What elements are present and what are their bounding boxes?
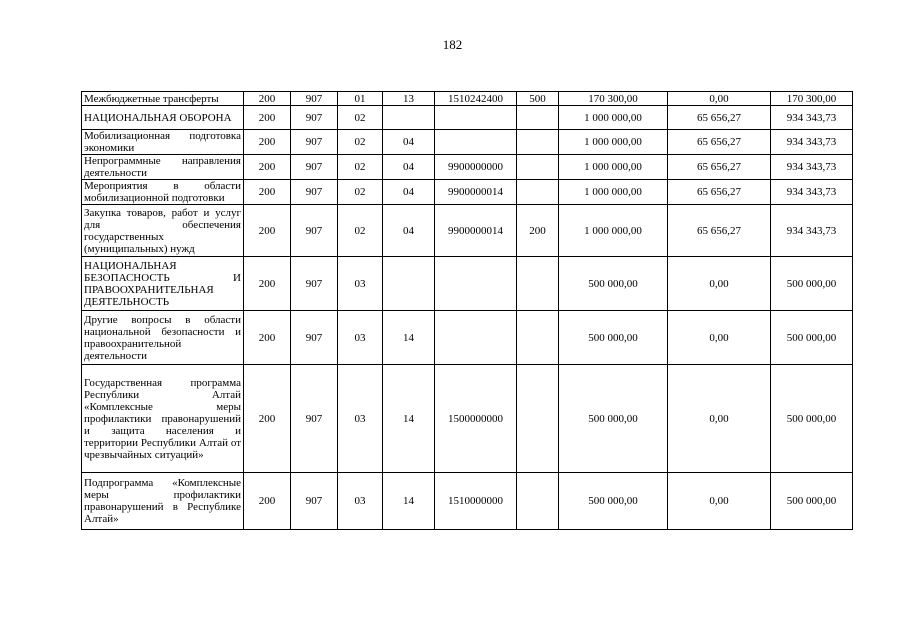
cell-name: НАЦИОНАЛЬНАЯ ОБОРОНА (82, 106, 244, 130)
cell-expense-type (517, 473, 559, 530)
cell-expense-type (517, 365, 559, 473)
cell-name: Подпрограмма «Комплексные меры профилактики правонарушений в Республике Алтай» (82, 473, 244, 530)
cell-amount-remaining: 500 000,00 (771, 311, 853, 365)
cell-name: Мобилизационная подготовка экономики (82, 130, 244, 155)
cell-section: 01 (338, 92, 383, 106)
cell-target-article: 9900000014 (435, 205, 517, 257)
cell-amount-executed: 0,00 (668, 92, 771, 106)
cell-expense-type (517, 180, 559, 205)
cell-target-article: 9900000000 (435, 155, 517, 180)
cell-name: Закупка товаров, работ и услуг для обеспечения государственных (муниципальных) нужд (82, 205, 244, 257)
cell-amount-executed: 65 656,27 (668, 106, 771, 130)
cell-subsection (383, 106, 435, 130)
cell-code-2: 907 (291, 155, 338, 180)
cell-expense-type (517, 257, 559, 311)
cell-name: НАЦИОНАЛЬНАЯ БЕЗОПАСНОСТЬ И ПРАВООХРАНИТЕЛЬНАЯ ДЕЯТЕЛЬНОСТЬ (82, 257, 244, 311)
cell-subsection: 04 (383, 155, 435, 180)
cell-code-2: 907 (291, 365, 338, 473)
table-row (82, 473, 853, 530)
cell-target-article: 1510000000 (435, 473, 517, 530)
cell-section: 03 (338, 257, 383, 311)
cell-section: 02 (338, 155, 383, 180)
cell-amount-remaining: 170 300,00 (771, 92, 853, 106)
cell-name: Межбюджетные трансферты (82, 92, 244, 106)
cell-subsection: 14 (383, 473, 435, 530)
cell-amount-remaining: 934 343,73 (771, 155, 853, 180)
cell-subsection: 04 (383, 130, 435, 155)
cell-amount-executed: 0,00 (668, 257, 771, 311)
cell-code-1: 200 (244, 205, 291, 257)
cell-code-1: 200 (244, 92, 291, 106)
cell-amount-executed: 0,00 (668, 311, 771, 365)
cell-code-2: 907 (291, 180, 338, 205)
cell-amount-planned: 1 000 000,00 (559, 130, 668, 155)
cell-code-2: 907 (291, 130, 338, 155)
cell-target-article (435, 130, 517, 155)
cell-section: 02 (338, 130, 383, 155)
cell-name: Другие вопросы в области национальной безопасности и правоохранительной деятельности (82, 311, 244, 365)
cell-amount-executed: 65 656,27 (668, 130, 771, 155)
cell-code-1: 200 (244, 130, 291, 155)
cell-amount-executed: 0,00 (668, 473, 771, 530)
cell-subsection: 14 (383, 311, 435, 365)
cell-subsection: 04 (383, 180, 435, 205)
cell-expense-type (517, 106, 559, 130)
cell-amount-planned: 170 300,00 (559, 92, 668, 106)
cell-subsection: 13 (383, 92, 435, 106)
cell-code-2: 907 (291, 205, 338, 257)
table-row (82, 92, 853, 106)
cell-amount-remaining: 934 343,73 (771, 180, 853, 205)
cell-section: 03 (338, 365, 383, 473)
cell-expense-type (517, 130, 559, 155)
table-row (82, 311, 853, 365)
cell-target-article: 1510242400 (435, 92, 517, 106)
budget-table (81, 91, 853, 530)
cell-section: 02 (338, 180, 383, 205)
cell-subsection: 14 (383, 365, 435, 473)
cell-amount-executed: 65 656,27 (668, 205, 771, 257)
table-row (82, 180, 853, 205)
cell-subsection (383, 257, 435, 311)
cell-amount-planned: 500 000,00 (559, 365, 668, 473)
cell-target-article (435, 257, 517, 311)
cell-expense-type (517, 311, 559, 365)
cell-amount-executed: 65 656,27 (668, 180, 771, 205)
cell-code-1: 200 (244, 257, 291, 311)
cell-amount-remaining: 500 000,00 (771, 257, 853, 311)
table-row (82, 257, 853, 311)
cell-subsection: 04 (383, 205, 435, 257)
cell-code-1: 200 (244, 365, 291, 473)
table-row (82, 106, 853, 130)
cell-amount-planned: 1 000 000,00 (559, 205, 668, 257)
cell-amount-planned: 1 000 000,00 (559, 106, 668, 130)
cell-amount-planned: 1 000 000,00 (559, 180, 668, 205)
cell-amount-planned: 500 000,00 (559, 311, 668, 365)
cell-amount-planned: 500 000,00 (559, 473, 668, 530)
cell-name: Мероприятия в области мобилизационной подготовки (82, 180, 244, 205)
cell-amount-remaining: 500 000,00 (771, 473, 853, 530)
cell-amount-remaining: 500 000,00 (771, 365, 853, 473)
cell-code-1: 200 (244, 311, 291, 365)
cell-code-1: 200 (244, 106, 291, 130)
cell-target-article (435, 311, 517, 365)
cell-code-1: 200 (244, 473, 291, 530)
cell-code-2: 907 (291, 106, 338, 130)
cell-name: Государственная программа Республики Алтай «Комплексные меры профилактики правонарушений и защита населения и территории Республики Алтай от чрезвычайных ситуаций» (82, 365, 244, 473)
table-row (82, 205, 853, 257)
cell-amount-executed: 65 656,27 (668, 155, 771, 180)
cell-code-2: 907 (291, 92, 338, 106)
cell-expense-type: 200 (517, 205, 559, 257)
page-number: 182 (442, 37, 463, 52)
cell-name: Непрограммные направления деятельности (82, 155, 244, 180)
table-row (82, 130, 853, 155)
cell-section: 03 (338, 311, 383, 365)
table-body (82, 92, 853, 530)
cell-amount-executed: 0,00 (668, 365, 771, 473)
cell-amount-remaining: 934 343,73 (771, 205, 853, 257)
cell-section: 03 (338, 473, 383, 530)
cell-amount-planned: 1 000 000,00 (559, 155, 668, 180)
cell-amount-remaining: 934 343,73 (771, 130, 853, 155)
cell-code-1: 200 (244, 155, 291, 180)
cell-code-2: 907 (291, 257, 338, 311)
cell-expense-type (517, 155, 559, 180)
cell-target-article: 1500000000 (435, 365, 517, 473)
cell-code-2: 907 (291, 473, 338, 530)
cell-amount-remaining: 934 343,73 (771, 106, 853, 130)
cell-target-article: 9900000014 (435, 180, 517, 205)
cell-section: 02 (338, 106, 383, 130)
cell-target-article (435, 106, 517, 130)
cell-expense-type: 500 (517, 92, 559, 106)
cell-code-2: 907 (291, 311, 338, 365)
table-row (82, 365, 853, 473)
cell-code-1: 200 (244, 180, 291, 205)
table-row (82, 155, 853, 180)
cell-section: 02 (338, 205, 383, 257)
cell-amount-planned: 500 000,00 (559, 257, 668, 311)
